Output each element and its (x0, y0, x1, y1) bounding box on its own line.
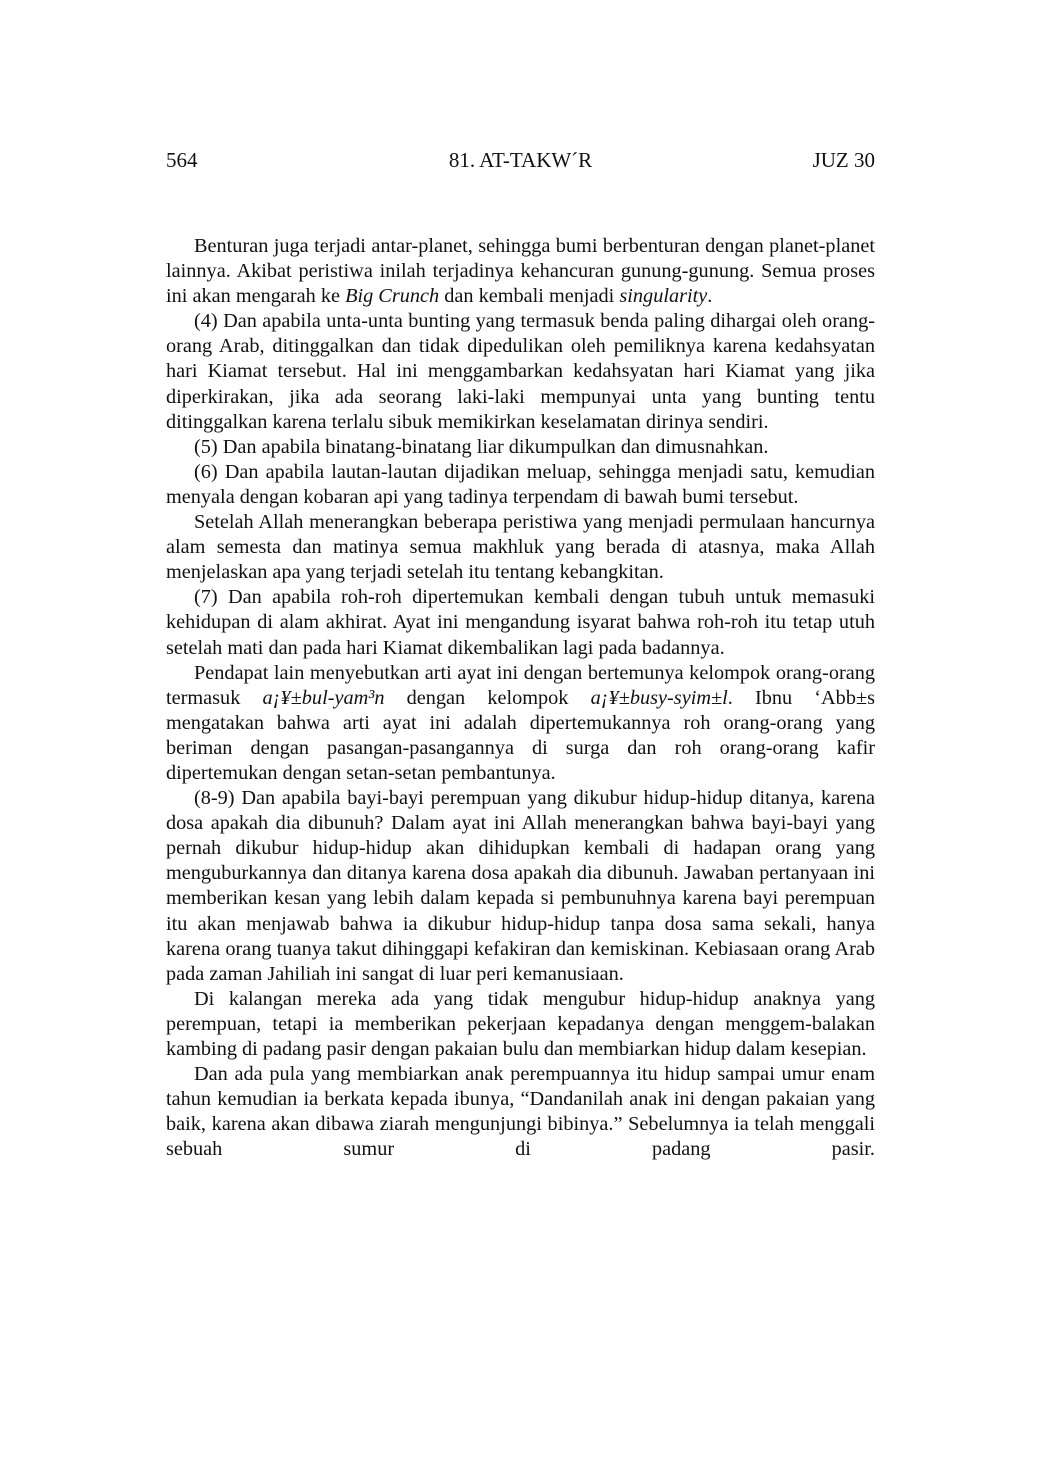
juz-label: JUZ 30 (812, 148, 875, 172)
term-ashabul-yamin: a¡¥±bul-yam³n (262, 686, 385, 709)
paragraph-anak-perempuan: Dan ada pula yang membiarkan anak perempuannya itu hidup sampai umur enam tahun kemudian ia berkata kepada ibunya, “Dandanilah anak ini dengan pakaian yang baik, karena akan dibawa ziarah mengunjungi bibinya.” Sebelumnya ia telah menggali sebuah sumur di padang pasir. (166, 1063, 875, 1161)
paragraph-pendapat-lain: Pendapat lain menyebutkan arti ayat ini dengan bertemunya kelompok orang-orang termasuk a¡¥±bul-yam³n dengan kelompok a¡¥±busy-syim±l. Ibnu ‘Abb±s mengatakan bahwa arti ayat ini adalah dipertemukannya roh orang-orang yang beriman dengan pasangan-pasangannya di surga dan roh orang-orang kafir dipertemukan dengan setan-setan pembantunya. (166, 661, 875, 784)
paragraph-verse-5: (5) Dan apabila binatang-binatang liar dikumpulkan dan dimusnahkan. (194, 435, 769, 458)
term-big-crunch: Big Crunch (345, 285, 440, 308)
page-body (166, 234, 875, 1162)
chapter-title: 81. AT-TAKW´R (448, 148, 593, 172)
paragraph-big-crunch: Benturan juga terjadi antar-planet, sehingga bumi berbenturan dengan planet-planet lainnya. Akibat peristiwa inilah terjadinya kehancuran gunung-gunung. Semua proses ini akan mengarah ke Big Crunch dan kembali menjadi singularity. (166, 235, 875, 308)
paragraph-verse-4: (4) Dan apabila unta-unta bunting yang termasuk benda paling dihargai oleh orang-orang Arab, ditinggalkan dan tidak dipedulikan oleh pemiliknya karena kedahsyatan hari Kiamat tersebut. Hal ini menggambarkan kedahsyatan hari Kiamat yang jika diperkirakan, jika ada seorang laki-laki mempunyai unta yang bunting tentu ditinggalkan karena terlalu sibuk memikirkan keselamatan dirinya sendiri. (166, 310, 875, 433)
running-header (166, 147, 875, 173)
term-singularity: singularity (619, 285, 708, 308)
term-ashabusy-syimal: a¡¥±busy-syim±l (590, 686, 728, 709)
page-number: 564 (166, 148, 198, 172)
paragraph-kalangan-mereka: Di kalangan mereka ada yang tidak mengubur hidup-hidup anaknya yang perempuan, tetapi ia memberikan pekerjaan kepadanya dengan menggem-balakan kambing di padang pasir dengan pakaian bulu dan membiarkan hidup dalam kesepian. (166, 987, 875, 1060)
paragraph-kebangkitan: Setelah Allah menerangkan beberapa peristiwa yang menjadi permulaan hancurnya alam semesta dan matinya semua makhluk yang berada di atasnya, maka Allah menjelaskan apa yang terjadi setelah itu tentang kebangkitan. (166, 511, 875, 584)
paragraph-verse-7: (7) Dan apabila roh-roh dipertemukan kembali dengan tubuh untuk memasuki kehidupan di alam akhirat. Ayat ini mengandung isyarat bahwa roh-roh itu tetap utuh setelah mati dan pada hari Kiamat dikembalikan lagi pada badannya. (166, 586, 875, 659)
paragraph-verse-8-9: (8-9) Dan apabila bayi-bayi perempuan yang dikubur hidup-hidup ditanya, karena dosa apakah dia dibunuh? Dalam ayat ini Allah menerangkan bahwa bayi-bayi yang pernah dikubur hidup-hidup akan dihidupkan kembali di hadapan orang yang menguburkannya dan ditanya karena dosa apakah dia dibunuh. Jawaban pertanyaan ini memberikan kesan yang lebih dalam kepada si pembunuhnya karena bayi perempuan itu akan menjawab bahwa ia dikubur hidup-hidup tanpa dosa sama sekali, hanya karena orang tuanya takut dihinggapi kefakiran dan kemiskinan. Kebiasaan orang Arab pada zaman Jahiliah ini sangat di luar peri kemanusiaan. (166, 787, 875, 985)
paragraph-verse-6: (6) Dan apabila lautan-lautan dijadikan meluap, sehingga menjadi satu, kemudian menyala dengan kobaran api yang tadinya terpendam di bawah bumi tersebut. (166, 460, 875, 508)
